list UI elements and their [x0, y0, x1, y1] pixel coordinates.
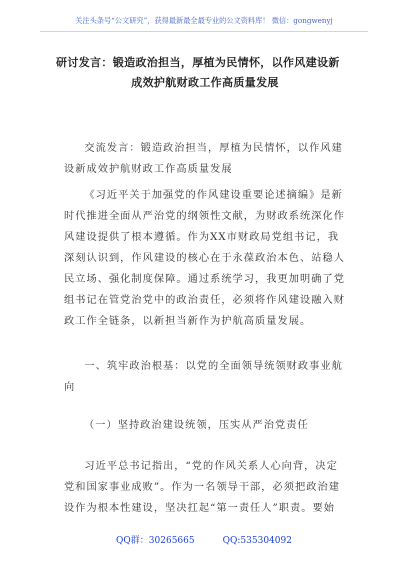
header-divider	[40, 31, 368, 32]
title-line-2: 成效护航财政工作高质量发展	[131, 76, 279, 89]
paragraph-body: 习近平总书记指出，“党的作风关系人心向背，决定党和国家事业成败”。作为一名领导干部，必须把政治建设作为根本性建设，坚决扛起“第一责任人”职责。要始	[64, 461, 340, 514]
footer-qq-group: QQ群：30265665	[116, 536, 195, 546]
paragraph-intro: 交流发言：锻造政治担当，厚植为民情怀，以作风建设新成效护航财政工作高质量发展	[64, 143, 343, 175]
subsection-heading-1: （一）坚持政治建设统领，压实从严治党责任	[84, 420, 309, 431]
header-banner: 关注头条号“公文研究”，获得最新最全最专业的公文资料库！ 微信：gongwenyj	[75, 16, 333, 25]
document-title	[56, 53, 354, 93]
footer-qq-number: QQ:535304092	[222, 536, 292, 546]
title-line-1: 研讨发言：锻造政治担当，厚植为民情怀，以作风建设新	[56, 56, 340, 69]
section-heading-1: 一、筑牢政治根基：以党的全面领导统领财政事业航向	[64, 361, 343, 393]
footer-contact	[40, 533, 368, 546]
paragraph-background: 《习近平关于加强党的作风建设重要论述摘编》是新时代推进全面从严治党的纲领性文献，为财政系统深化作风建设提供了根本遵循。作为XX市财政局党组书记，我深刻认识到，作风建设的核心在于永葆政治本色、站稳人民立场、强化制度保障。通过系统学习，我更加明确了党组书记在管党治党中的政治责任，必须将作风建设融入财政工作全链条，以新担当新作为护航高质量发展。	[64, 190, 345, 327]
